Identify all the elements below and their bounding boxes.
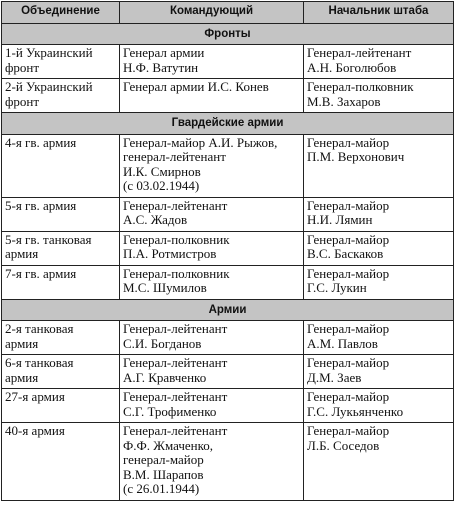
unit-cell (2, 265, 120, 299)
cell-line: Генерал-майор (307, 197, 390, 213)
cell-line: армия (5, 369, 39, 385)
table-header (2, 2, 454, 24)
commander-cell (120, 45, 304, 79)
cell-line: 40-я армия (5, 423, 65, 438)
unit-cell (2, 355, 120, 389)
commander-cell (120, 423, 304, 501)
cell-line: армия (5, 335, 39, 351)
unit-cell (2, 231, 120, 265)
cell-line: Генерал армии И.С. Конев (123, 79, 269, 94)
cell-line: 4-я гв. армия (5, 134, 77, 150)
unit-cell (2, 423, 120, 501)
cell-line: Генерал-лейтенант (123, 197, 228, 213)
cell-line: М.В. Захаров (307, 93, 381, 109)
cell-line: фронт (5, 93, 40, 109)
cell-line: Л.Б. Соседов (307, 437, 380, 453)
table-row (2, 389, 454, 423)
cell-line: Генерал-майор А.И. Рыжов, (123, 134, 278, 150)
section-row (2, 23, 454, 45)
section-title: Фронты (2, 23, 454, 45)
header-row (2, 2, 454, 24)
cell-line: Генерал-лейтенант (123, 355, 228, 370)
cell-line: Генерал-майор (307, 321, 390, 336)
cell-line: Генерал-лейтенант (123, 423, 228, 438)
table-row (2, 134, 454, 197)
cell-line: Генерал-полковник (123, 265, 230, 281)
cell-line: 5-я гв. танковая (5, 231, 92, 247)
unit-cell (2, 134, 120, 197)
chief-of-staff-cell (304, 423, 454, 501)
cell-line: Генерал-лейтенант (123, 321, 228, 336)
cell-line: В.С. Баскаков (307, 246, 384, 261)
cell-line: С.И. Богданов (123, 335, 202, 351)
unit-cell (2, 45, 120, 79)
chief-of-staff-cell (304, 265, 454, 299)
cell-line: Генерал-майор (307, 265, 390, 281)
cell-line: Генерал-майор (307, 355, 390, 370)
commander-cell (120, 231, 304, 265)
cell-line: Генерал-майор (307, 134, 390, 150)
cell-line: 2-й Украинский (5, 79, 93, 94)
table-row (2, 321, 454, 355)
table-row (2, 355, 454, 389)
chief-of-staff-cell (304, 231, 454, 265)
cell-line: Генерал-полковник (307, 79, 414, 94)
unit-cell (2, 79, 120, 113)
chief-of-staff-cell (304, 45, 454, 79)
commander-cell (120, 321, 304, 355)
cell-line: (с 03.02.1944) (123, 178, 200, 193)
header-unit: Объединение (2, 2, 120, 24)
cell-line: С.Г. Трофименко (123, 403, 217, 419)
cell-line: армия (5, 246, 39, 261)
cell-line: П.М. Верхонович (307, 149, 405, 164)
cell-line: (с 26.01.1944) (123, 481, 200, 496)
cell-line: Г.С. Лукин (307, 280, 367, 295)
cell-line: 1-й Украинский (5, 45, 93, 60)
table-row (2, 265, 454, 299)
cell-line: 2-я танковая (5, 321, 74, 336)
section-row (2, 299, 454, 321)
commander-cell (120, 197, 304, 231)
cell-line: Генерал-полковник (123, 231, 230, 247)
cell-line: фронт (5, 59, 40, 75)
cell-line: Г.С. Лукьянченко (307, 403, 404, 419)
chief-of-staff-cell (304, 134, 454, 197)
unit-cell (2, 389, 120, 423)
cell-line: генерал-лейтенант (123, 149, 226, 164)
table-body (2, 23, 454, 500)
cell-line: В.М. Шарапов (123, 466, 204, 482)
cell-line: М.С. Шумилов (123, 280, 207, 295)
cell-line: 5-я гв. армия (5, 197, 77, 213)
table-row (2, 231, 454, 265)
section-row (2, 113, 454, 135)
cell-line: Генерал армии (123, 45, 205, 60)
cell-line: Генерал-майор (307, 389, 390, 404)
command-table (1, 1, 454, 501)
commander-cell (120, 355, 304, 389)
section-title: Гвардейские армии (2, 113, 454, 135)
cell-line: А.Г. Кравченко (123, 369, 207, 385)
cell-line: Н.И. Лямин (307, 212, 373, 227)
cell-line: А.М. Павлов (307, 335, 378, 351)
header-commander: Командующий (120, 2, 304, 24)
unit-cell (2, 197, 120, 231)
cell-line: Генерал-лейтенант (123, 389, 228, 404)
unit-cell (2, 321, 120, 355)
cell-line: 27-я армия (5, 389, 65, 404)
chief-of-staff-cell (304, 321, 454, 355)
table-row (2, 423, 454, 501)
cell-line: П.А. Ротмистров (123, 246, 217, 261)
commander-cell (120, 265, 304, 299)
chief-of-staff-cell (304, 79, 454, 113)
table-row (2, 45, 454, 79)
cell-line: Генерал-лейтенант (307, 45, 412, 60)
commander-cell (120, 389, 304, 423)
cell-line: Генерал-майор (307, 423, 390, 438)
cell-line: 7-я гв. армия (5, 265, 77, 281)
table-row (2, 197, 454, 231)
chief-of-staff-cell (304, 355, 454, 389)
section-title: Армии (2, 299, 454, 321)
header-chief-of-staff: Начальник штаба (304, 2, 454, 24)
cell-line: Д.М. Заев (307, 369, 362, 385)
cell-line: 6-я танковая (5, 355, 74, 370)
cell-line: А.Н. Боголюбов (307, 59, 397, 75)
chief-of-staff-cell (304, 197, 454, 231)
table-row (2, 79, 454, 113)
cell-line: И.К. Смирнов (123, 163, 201, 179)
chief-of-staff-cell (304, 389, 454, 423)
cell-line: генерал-майор (123, 452, 204, 467)
commander-cell (120, 79, 304, 113)
cell-line: Ф.Ф. Жмаченко, (123, 437, 213, 453)
cell-line: Генерал-майор (307, 231, 390, 247)
commander-cell (120, 134, 304, 197)
cell-line: А.С. Жадов (123, 212, 188, 227)
cell-line: Н.Ф. Ватутин (123, 59, 199, 75)
